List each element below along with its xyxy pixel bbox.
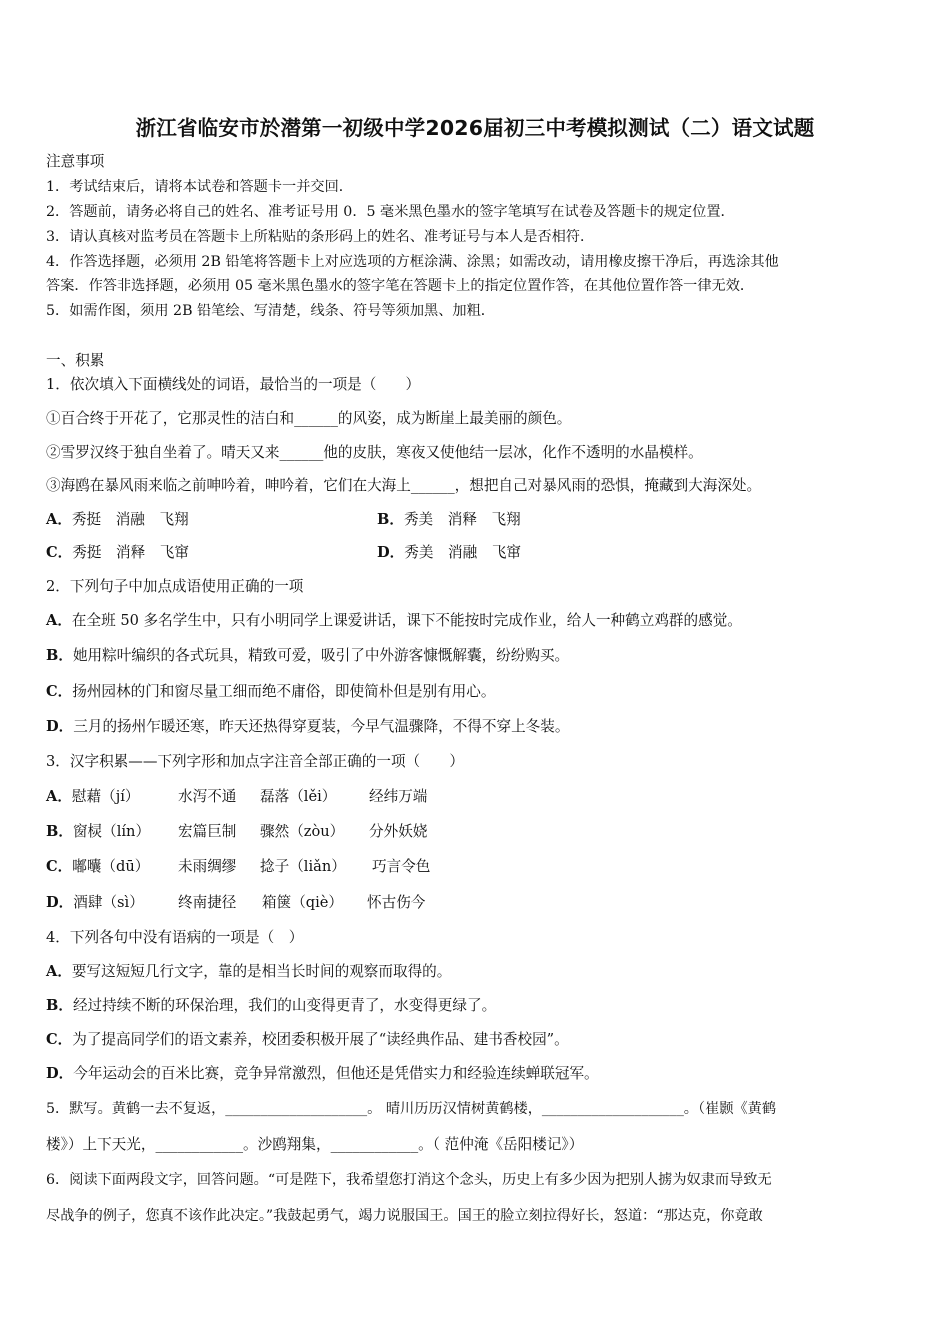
- option-label: D．: [377, 544, 405, 561]
- option-text: 扬州园林的门和窗尽量工细而绝不庸俗，即使简朴但是别有用心。: [72, 683, 496, 700]
- option-label: B．: [46, 997, 73, 1014]
- section-heading: 一、积累: [46, 352, 105, 369]
- notice-heading: 注意事项: [46, 153, 105, 170]
- option-label: D．: [46, 1065, 74, 1082]
- question-2-option-d: [46, 717, 569, 737]
- question-1-option-a: [46, 510, 189, 530]
- question-1-option-d: [377, 543, 521, 563]
- question-5-line: 5．默写。黄鹤一去不复返，____________________。 晴川历历汉情树黄鹤楼，____________________。（崔颢《黄鹤: [46, 1101, 777, 1117]
- question-3-stem: 3．汉字积累——下列字形和加点字注音全部正确的一项（ ）: [46, 753, 464, 770]
- question-4-option-d: [46, 1064, 599, 1084]
- notice-item: 3．请认真核对监考员在答题卡上所粘贴的条形码上的姓名、准考证号与本人是否相符．: [46, 229, 595, 245]
- question-1-stem: 1．依次填入下面横线处的词语，最恰当的一项是（ ）: [46, 376, 421, 393]
- question-4-option-c: [46, 1030, 569, 1050]
- option-text: 秀美 消释 飞翔: [403, 511, 521, 528]
- option-text: 今年运动会的百米比赛，竞争异常激烈，但他还是凭借实力和经验连续蝉联冠军。: [73, 1065, 599, 1082]
- option-cell: 嘟囔（dū）: [72, 858, 150, 875]
- option-label: B．: [46, 647, 73, 664]
- option-label: A．: [46, 963, 72, 980]
- notice-item: 答案．作答非选择题，必须用 05 毫米黑色墨水的签字笔在答题卡上的指定位置作答，在其他位置作答一律无效．: [46, 278, 755, 294]
- option-text: 秀挺 消释 飞窜: [72, 544, 189, 561]
- question-1-option-b: [377, 510, 521, 530]
- page-title: 浙江省临安市於潜第一初级中学2026届初三中考模拟测试（二）语文试题: [135, 116, 815, 140]
- option-label: A．: [46, 511, 72, 528]
- question-4-option-b: [46, 996, 496, 1016]
- option-label: C．: [46, 544, 73, 561]
- option-text: 在全班 50 多名学生中，只有小明同学上课爱讲话，课下不能按时完成作业，给人一种鹤立鸡群的感觉。: [71, 612, 742, 629]
- question-5-line: 楼》）上下天光，____________。沙鸥翔集，____________。（ 范仲淹《岳阳楼记》）: [46, 1136, 584, 1153]
- option-cell: 终南捷径: [178, 894, 237, 911]
- option-label: D．: [46, 894, 74, 911]
- option-text: 秀美 消融 飞窜: [404, 544, 522, 561]
- option-label: B．: [46, 823, 73, 840]
- question-2-stem: 2．下列句子中加点成语使用正确的一项: [46, 578, 304, 595]
- question-3-option-d: [46, 893, 144, 913]
- option-label: B．: [377, 511, 404, 528]
- option-cell: 怀古伤今: [367, 894, 426, 911]
- notice-item: 5．如需作图，须用 2B 铅笔绘、写清楚，线条、符号等须加黑、加粗．: [46, 303, 495, 319]
- option-text: 秀挺 消融 飞翔: [71, 511, 189, 528]
- option-text: 为了提高同学们的语文素养，校团委积极开展了“读经典作品、建书香校园”。: [72, 1031, 569, 1048]
- notice-item: 1．考试结束后，请将本试卷和答题卡一并交回．: [46, 179, 353, 195]
- question-1-sentence: ②雪罗汉终于独自坐着了。晴天又来______他的皮肤，寒夜又使他结一层冰，化作不透明的水晶模样。: [46, 444, 703, 461]
- option-cell: 窗棂（lín）: [72, 823, 151, 840]
- question-3-option-c: [46, 857, 149, 877]
- question-6-line: 尽战争的例子，您真不该作此决定。”我鼓起勇气，竭力说服国王。国王的脸立刻拉得好长，怒道：“那达克，你竟敢: [46, 1208, 763, 1224]
- option-label: A．: [46, 612, 72, 629]
- option-cell: 经纬万端: [369, 788, 428, 805]
- question-2-option-a: [46, 611, 742, 631]
- option-cell: 酒肆（sì）: [73, 894, 144, 911]
- option-text: 要写这短短几行文字，靠的是相当长时间的观察而取得的。: [71, 963, 452, 980]
- option-label: C．: [46, 858, 73, 875]
- option-cell: 宏篇巨制: [178, 823, 237, 840]
- option-cell: 箱箧（qiè）: [262, 894, 344, 911]
- question-4-stem: 4．下列各句中没有语病的一项是（ ）: [46, 929, 304, 946]
- option-label: C．: [46, 1031, 73, 1048]
- option-text: 三月的扬州乍暖还寒，昨天还热得穿夏装，今早气温骤降，不得不穿上冬装。: [73, 718, 570, 735]
- option-label: A．: [46, 788, 72, 805]
- option-cell: 骤然（zòu）: [260, 823, 345, 840]
- option-cell: 未雨绸缪: [178, 858, 237, 875]
- question-6-line: 6．阅读下面两段文字，回答问题。“可是陛下，我希望您打消这个念头，历史上有多少因为把别人掳为奴隶而导致无: [46, 1172, 772, 1188]
- option-label: D．: [46, 718, 74, 735]
- question-2-option-c: [46, 682, 495, 702]
- question-3-option-a: [46, 787, 140, 807]
- notice-item: 4．作答选择题，必须用 2B 铅笔将答题卡上对应选项的方框涂满、涂黑；如需改动，请用橡皮擦干净后，再选涂其他: [46, 254, 779, 270]
- option-cell: 水泻不通: [178, 788, 237, 805]
- question-2-option-b: [46, 646, 569, 666]
- option-cell: 捻子（liǎn）: [260, 858, 346, 875]
- question-4-option-a: [46, 962, 451, 982]
- option-cell: 巧言令色: [372, 858, 431, 875]
- option-text: 经过持续不断的环保治理，我们的山变得更青了，水变得更绿了。: [72, 997, 497, 1014]
- option-cell: 磊落（lěi）: [260, 788, 337, 805]
- question-1-sentence: ③海鸥在暴风雨来临之前呻吟着，呻吟着，它们在大海上______，想把自己对暴风雨的恐惧，掩藏到大海深处。: [46, 477, 762, 494]
- question-1-option-c: [46, 543, 189, 563]
- option-label: C．: [46, 683, 73, 700]
- notice-item: 2．答题前，请务必将自己的姓名、准考证号用 0．5 毫米黑色墨水的签字笔填写在试卷及答题卡的规定位置．: [46, 204, 735, 220]
- option-cell: 慰藉（jí）: [71, 788, 140, 805]
- option-text: 她用粽叶编织的各式玩具，精致可爱，吸引了中外游客慷慨解囊，纷纷购买。: [72, 647, 570, 664]
- question-1-sentence: ①百合终于开花了，它那灵性的洁白和______的风姿，成为断崖上最美丽的颜色。: [46, 410, 572, 427]
- option-cell: 分外妖娆: [369, 823, 428, 840]
- question-3-option-b: [46, 822, 150, 842]
